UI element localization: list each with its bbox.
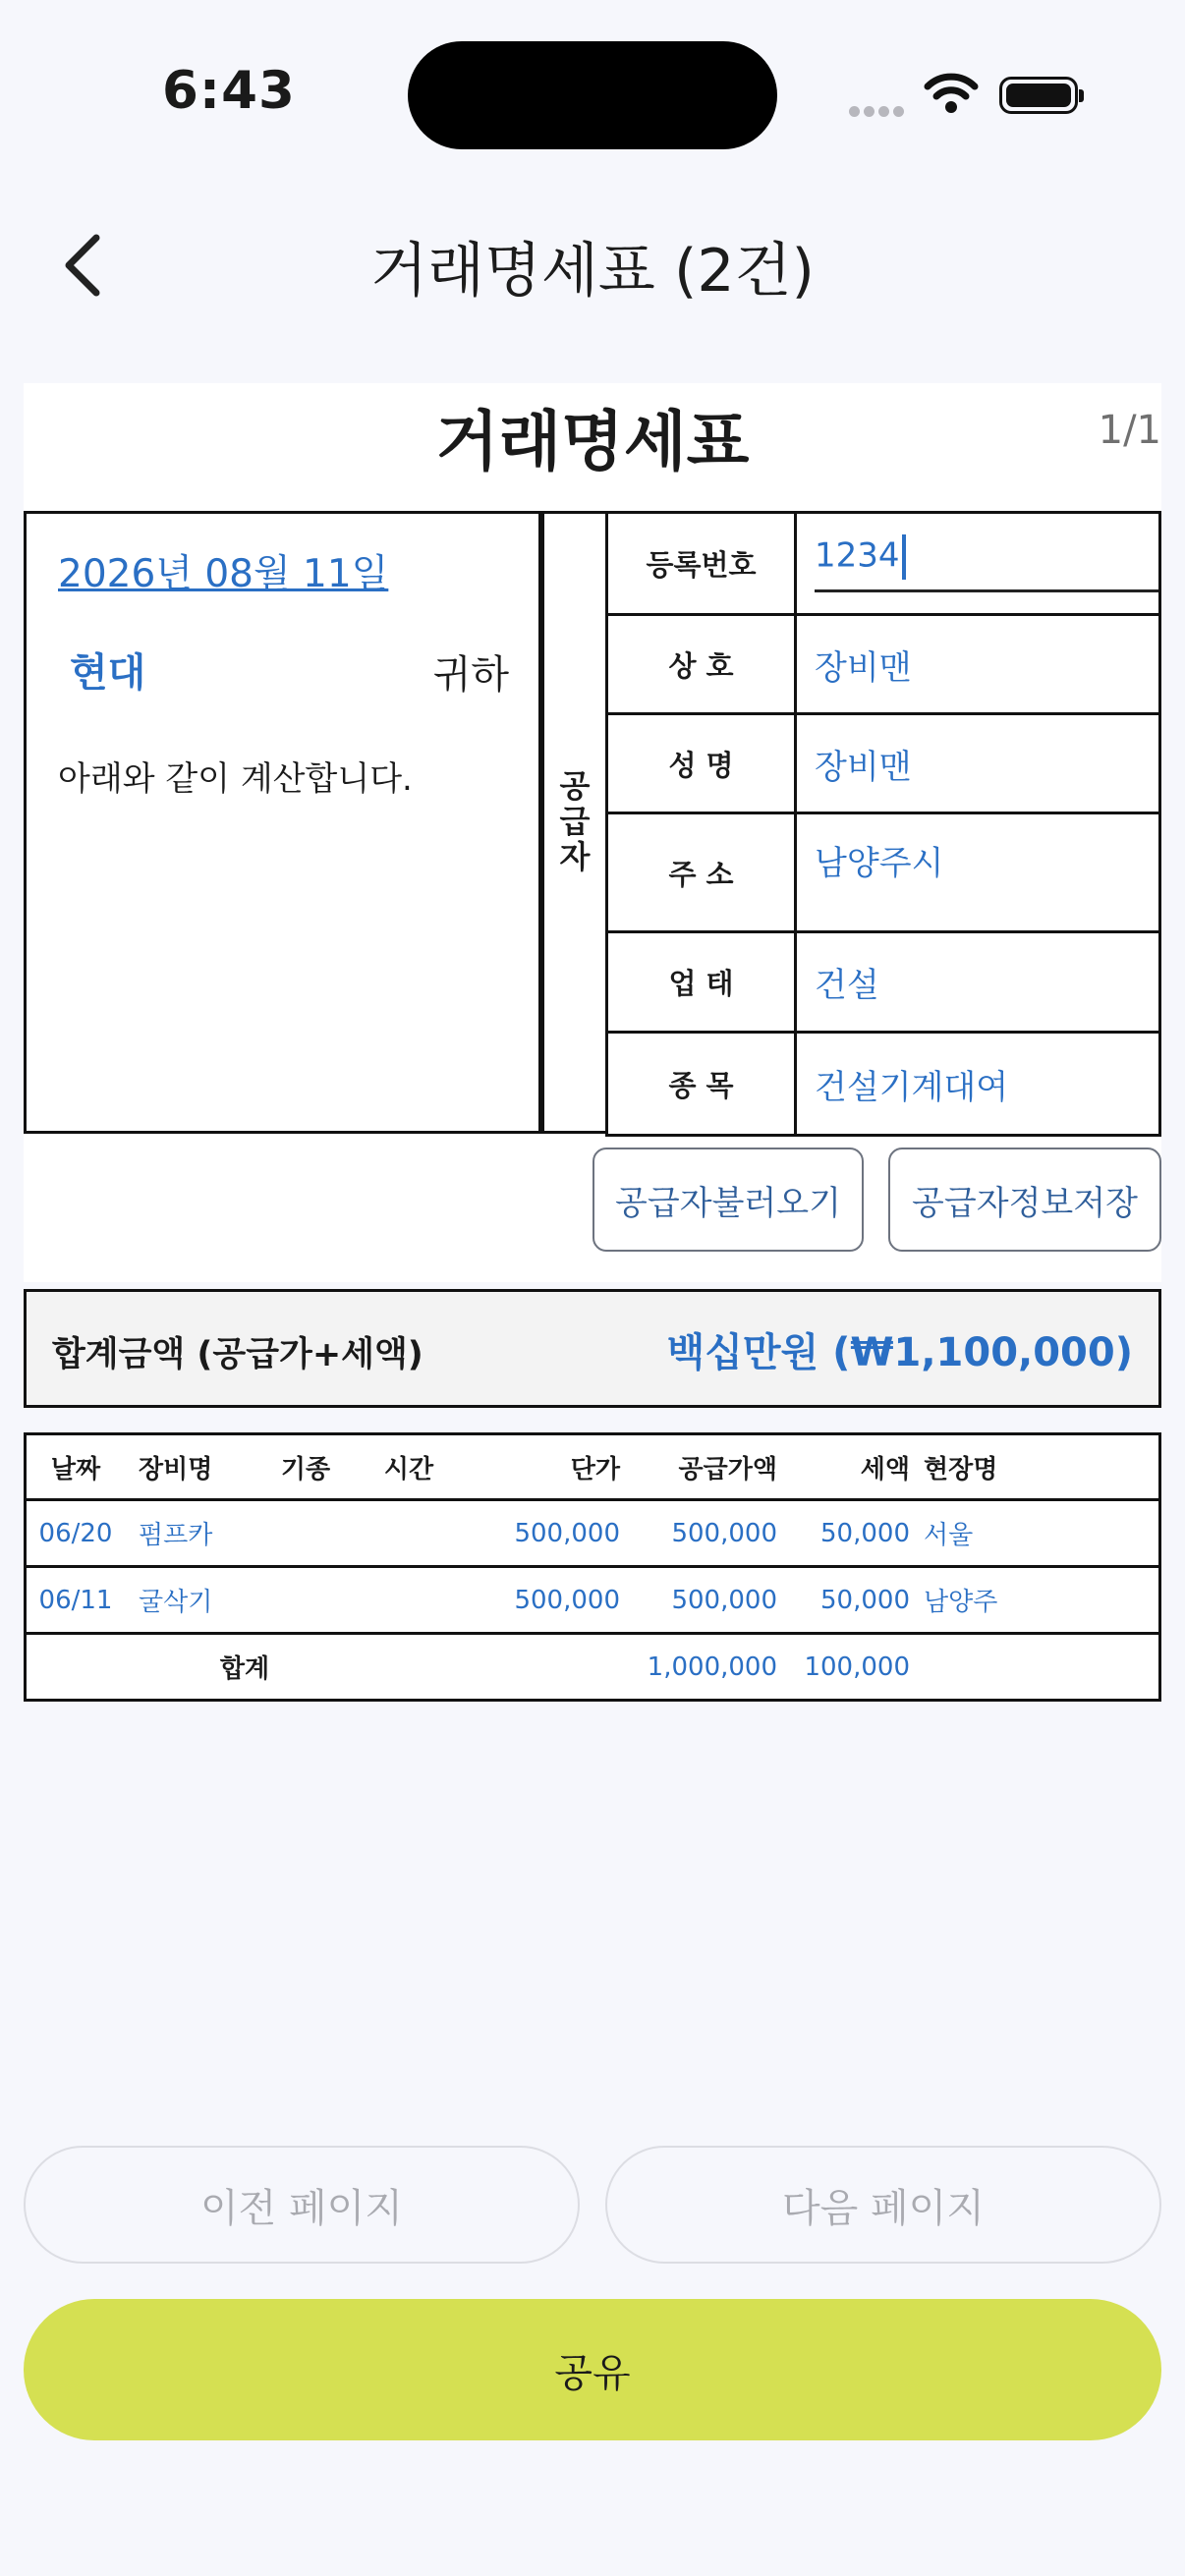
supplier-label-char: 급 bbox=[559, 802, 591, 840]
cell-tax: 50,000 bbox=[777, 1567, 910, 1634]
cell-date: 06/11 bbox=[26, 1567, 126, 1634]
supplier-label-column bbox=[539, 511, 608, 1134]
supplier-label-char: 자 bbox=[559, 837, 591, 875]
field-label: 성 명 bbox=[607, 714, 796, 813]
column-header: 시간 bbox=[355, 1434, 463, 1500]
dynamic-island bbox=[408, 41, 777, 149]
wifi-icon bbox=[924, 71, 979, 114]
cell-site: 서울 bbox=[910, 1500, 1160, 1567]
supplier-row-address bbox=[607, 813, 1160, 932]
recipient-name[interactable]: 현대 bbox=[70, 650, 146, 696]
page-indicator: 1/1 bbox=[1098, 408, 1161, 453]
cell-time bbox=[355, 1500, 463, 1567]
address-field[interactable]: 남양주시 bbox=[796, 813, 1160, 932]
total-label: 합계금액 (공급가+세액) bbox=[52, 1335, 423, 1374]
load-supplier-button[interactable]: 공급자불러오기 bbox=[592, 1148, 864, 1252]
cell-model bbox=[256, 1567, 355, 1634]
business-type-field[interactable]: 건설 bbox=[796, 932, 1160, 1033]
cell-equipment: 굴삭기 bbox=[125, 1567, 256, 1634]
cell-supply-amount: 500,000 bbox=[620, 1567, 777, 1634]
cell-unit-price: 500,000 bbox=[463, 1500, 620, 1567]
column-header: 세액 bbox=[777, 1434, 910, 1500]
document-title: 거래명세표 bbox=[435, 404, 750, 479]
business-item-field[interactable]: 건설기계대여 bbox=[796, 1033, 1160, 1136]
cell-tax: 50,000 bbox=[777, 1500, 910, 1567]
total-amount: 백십만원 (₩1,100,000) bbox=[666, 1330, 1133, 1375]
recipient-box bbox=[24, 511, 541, 1134]
cell-model bbox=[256, 1500, 355, 1567]
company-name-field[interactable]: 장비맨 bbox=[796, 615, 1160, 714]
representative-name-field[interactable]: 장비맨 bbox=[796, 714, 1160, 813]
supplier-row-business-type bbox=[607, 932, 1160, 1033]
next-page-button[interactable]: 다음 페이지 bbox=[605, 2146, 1161, 2264]
save-supplier-button[interactable]: 공급자정보저장 bbox=[888, 1148, 1161, 1252]
invoice-date[interactable]: 2026년 08월 11일 bbox=[58, 552, 389, 596]
supplier-row-company bbox=[607, 615, 1160, 714]
status-time: 6:43 bbox=[162, 61, 296, 121]
supplier-row-business-item bbox=[607, 1033, 1160, 1136]
items-table bbox=[24, 1432, 1161, 1702]
sum-tax: 100,000 bbox=[777, 1634, 910, 1701]
field-label: 종 목 bbox=[607, 1033, 796, 1136]
field-label: 주 소 bbox=[607, 813, 796, 932]
cell-site: 남양주 bbox=[910, 1567, 1160, 1634]
sum-label: 합계 bbox=[26, 1634, 464, 1701]
previous-page-button[interactable]: 이전 페이지 bbox=[24, 2146, 580, 2264]
supplier-row-regno bbox=[607, 513, 1160, 615]
sum-supply-amount: 1,000,000 bbox=[620, 1634, 777, 1701]
supplier-label bbox=[544, 769, 605, 874]
share-button[interactable]: 공유 bbox=[24, 2299, 1161, 2440]
column-header: 날짜 bbox=[26, 1434, 126, 1500]
column-header: 기종 bbox=[256, 1434, 355, 1500]
cell-equipment: 펌프카 bbox=[125, 1500, 256, 1567]
table-sum-row bbox=[26, 1634, 1160, 1701]
cell-unit-price: 500,000 bbox=[463, 1567, 620, 1634]
calculation-note: 아래와 같이 계산합니다. bbox=[58, 759, 413, 799]
field-label: 업 태 bbox=[607, 932, 796, 1033]
cell-date: 06/20 bbox=[26, 1500, 126, 1567]
table-row[interactable] bbox=[26, 1567, 1160, 1634]
table-row[interactable] bbox=[26, 1500, 1160, 1567]
text-caret bbox=[902, 534, 906, 580]
field-label: 등록번호 bbox=[607, 513, 796, 615]
cell-supply-amount: 500,000 bbox=[620, 1500, 777, 1567]
honorific-label: 귀하 bbox=[432, 652, 509, 698]
cellular-signal-icon bbox=[849, 102, 908, 121]
column-header: 공급가액 bbox=[620, 1434, 777, 1500]
sum-site bbox=[910, 1634, 1160, 1701]
battery-icon bbox=[999, 77, 1078, 114]
table-header-row bbox=[26, 1434, 1160, 1500]
field-label: 상 호 bbox=[607, 615, 796, 714]
column-header: 단가 bbox=[463, 1434, 620, 1500]
registration-number-value: 1234 bbox=[815, 535, 900, 576]
supplier-info-table bbox=[605, 511, 1161, 1137]
cell-time bbox=[355, 1567, 463, 1634]
column-header: 장비명 bbox=[125, 1434, 256, 1500]
page-title: 거래명세표 (2건) bbox=[370, 237, 815, 306]
registration-number-input[interactable] bbox=[796, 513, 1160, 615]
sum-unit-price bbox=[463, 1634, 620, 1701]
column-header: 현장명 bbox=[910, 1434, 1160, 1500]
supplier-row-name bbox=[607, 714, 1160, 813]
total-amount-box bbox=[24, 1289, 1161, 1408]
supplier-label-char: 공 bbox=[559, 767, 591, 805]
